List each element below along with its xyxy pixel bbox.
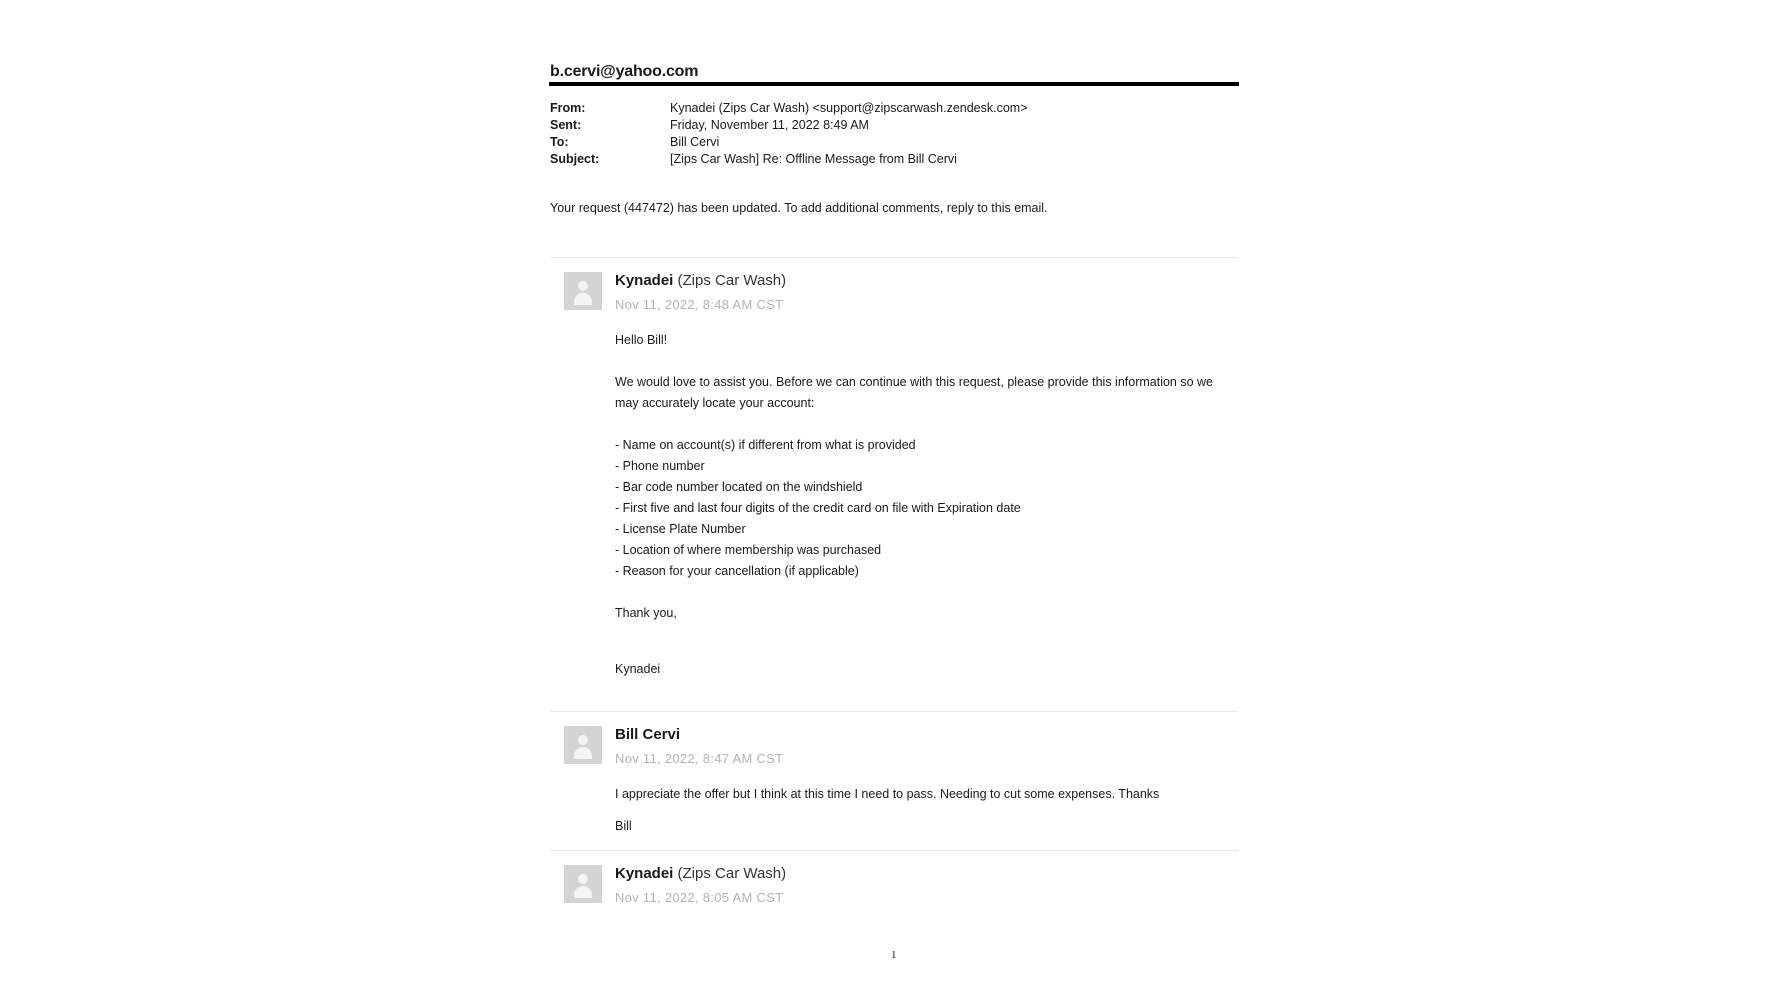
- message-closing: Thank you,: [615, 606, 677, 620]
- author-org: (Zips Car Wash): [673, 865, 787, 882]
- message-greeting: Hello Bill!: [615, 333, 668, 347]
- author-org: (Zips Car Wash): [673, 272, 787, 289]
- avatar-head-shape: [578, 281, 588, 291]
- avatar-head-shape: [578, 874, 588, 884]
- account-email: b.cervi@yahoo.com: [550, 63, 699, 80]
- author-name: Bill Cervi: [615, 726, 681, 743]
- author-name: Kynadei: [615, 865, 674, 882]
- message-body: [615, 784, 1239, 837]
- subject-value: [Zips Car Wash] Re: Offline Message from Bill Cervi: [670, 152, 957, 166]
- message-date: Nov 11, 2022, 8:47 AM CST: [615, 751, 784, 766]
- email-header-fields: [550, 100, 1028, 168]
- from-value: Kynadei (Zips Car Wash) <support@zipscarwash.zendesk.com>: [670, 101, 1028, 115]
- message-date: Nov 11, 2022, 8:05 AM CST: [615, 890, 784, 905]
- info-list-item: - Bar code number located on the windshield: [615, 480, 863, 494]
- message-signature: Kynadei: [615, 662, 661, 676]
- message-signature: Bill: [615, 819, 632, 833]
- info-list-item: - Location of where membership was purchased: [615, 543, 882, 557]
- message-text: I appreciate the offer but I think at this time I need to pass. Needing to cut some expenses. Thanks: [615, 787, 1160, 801]
- sent-row: [550, 117, 1028, 134]
- message-author: [615, 865, 786, 882]
- info-list-item: - Name on account(s) if different from what is provided: [615, 438, 916, 452]
- message-author: [615, 726, 680, 743]
- info-list-item: - Phone number: [615, 459, 705, 473]
- message-author: [615, 272, 786, 289]
- request-intro: Your request (447472) has been updated. To add additional comments, reply to this email.: [550, 201, 1048, 215]
- message-separator: [550, 711, 1238, 712]
- message-date: Nov 11, 2022, 8:48 AM CST: [615, 297, 784, 312]
- sent-value: Friday, November 11, 2022 8:49 AM: [670, 118, 869, 132]
- message-body: [615, 330, 1239, 680]
- info-list-item: - License Plate Number: [615, 522, 746, 536]
- subject-row: [550, 151, 1028, 168]
- avatar-head-shape: [578, 735, 588, 745]
- sent-label: Sent:: [550, 118, 582, 132]
- page-number: 1: [891, 949, 897, 961]
- avatar-icon: [564, 272, 602, 310]
- email-page: [549, 60, 1239, 980]
- from-label: From:: [550, 101, 586, 115]
- from-row: [550, 100, 1028, 117]
- info-list-item: - First five and last four digits of the credit card on file with Expiration date: [615, 501, 1021, 515]
- to-label: To:: [550, 135, 569, 149]
- message-paragraph: We would love to assist you. Before we can continue with this request, please provide this information so we may accurately locate your account:: [615, 375, 1213, 410]
- info-list-item: - Reason for your cancellation (if applicable): [615, 564, 859, 578]
- to-value: Bill Cervi: [670, 135, 720, 149]
- avatar-body-shape: [574, 293, 592, 305]
- avatar-body-shape: [574, 747, 592, 759]
- message-separator: [550, 257, 1238, 258]
- to-row: [550, 134, 1028, 151]
- avatar-icon: [564, 865, 602, 903]
- author-name: Kynadei: [615, 272, 674, 289]
- avatar-body-shape: [574, 886, 592, 898]
- message-separator: [550, 850, 1238, 851]
- avatar-icon: [564, 726, 602, 764]
- header-rule: [549, 82, 1239, 86]
- subject-label: Subject:: [550, 152, 600, 166]
